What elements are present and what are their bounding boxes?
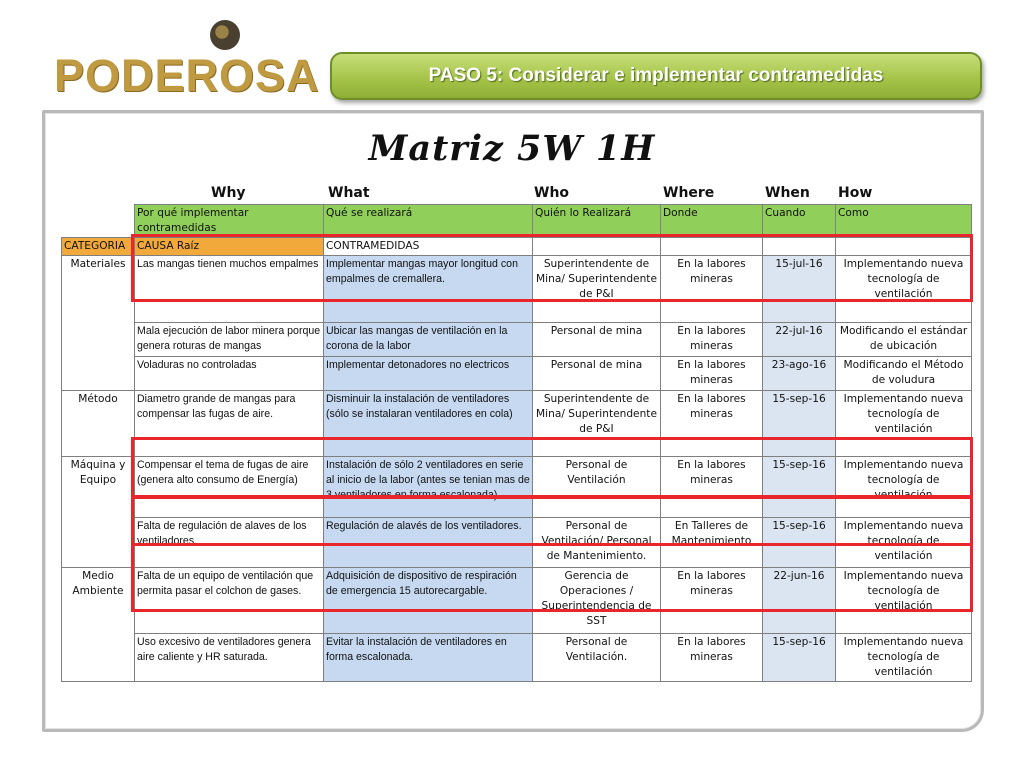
header-row [62, 205, 972, 238]
header-when: Cuando [763, 205, 836, 238]
header-who: Quién lo Realizará [533, 205, 661, 238]
step-banner [330, 52, 982, 100]
table-row [62, 634, 972, 682]
where-cell: En la labores mineras [661, 457, 763, 518]
heading-what: What [328, 185, 370, 201]
cause-cell: Voladuras no controladas [135, 357, 324, 391]
category-medio-ambiente: Medio Ambiente [62, 568, 135, 682]
cause-cell: Diametro grande de mangas para compensar las fugas de aire. [135, 391, 324, 457]
how-cell: Implementando nueva tecnología de ventilación [836, 256, 972, 323]
who-cell: Superintendente de Mina/ Superintendente de P&I [533, 256, 661, 323]
matrix-table [61, 204, 972, 682]
who-cell: Personal de Ventilación. [533, 634, 661, 682]
table-row [62, 357, 972, 391]
how-cell: Implementando nueva tecnología de ventilación [836, 518, 972, 568]
how-cell: Implementando nueva tecnología de ventilación [836, 391, 972, 457]
what-cell: Implementar detonadores no electricos [324, 357, 533, 391]
subheader-root-cause: CAUSA Raíz [135, 238, 324, 256]
who-cell: Superintendente de Mina/ Superintendente de P&I [533, 391, 661, 457]
table-row [62, 568, 972, 634]
who-cell: Personal de Ventilación/ Personal de Mantenimiento. [533, 518, 661, 568]
subheader-row [62, 238, 972, 256]
where-cell: En la labores mineras [661, 357, 763, 391]
where-cell: En la labores mineras [661, 323, 763, 357]
when-cell: 22-jun-16 [763, 568, 836, 634]
cause-cell: Falta de un equipo de ventilación que permita pasar el colchon de gases. [135, 568, 324, 634]
table-row [62, 518, 972, 568]
how-cell: Modificando el Método de voludura [836, 357, 972, 391]
table-row [62, 457, 972, 518]
heading-who: Who [534, 185, 570, 201]
how-cell: Implementando nueva tecnología de ventilación [836, 568, 972, 634]
header-what: Qué se realizará [324, 205, 533, 238]
subheader-countermeasures: CONTRAMEDIDAS [324, 238, 533, 256]
cause-cell: Compensar el tema de fugas de aire (genera alto consumo de Energía) [135, 457, 324, 518]
logo-circle-icon [210, 20, 240, 50]
where-cell: En la labores mineras [661, 256, 763, 323]
when-cell: 15-sep-16 [763, 391, 836, 457]
who-cell: Gerencia de Operaciones / Superintendencia de SST [533, 568, 661, 634]
what-cell: Evitar la instalación de ventiladores en forma escalonada. [324, 634, 533, 682]
heading-why: Why [211, 185, 246, 201]
header-how: Como [836, 205, 972, 238]
table-row [62, 256, 972, 323]
step-banner-title: PASO 5: Considerar e implementar contramedidas [428, 65, 884, 86]
who-cell: Personal de mina [533, 323, 661, 357]
where-cell: En la labores mineras [661, 634, 763, 682]
cause-cell: Las mangas tienen muchos empalmes [135, 256, 324, 323]
heading-how: How [838, 185, 873, 201]
table-row [62, 391, 972, 457]
when-cell: 23-ago-16 [763, 357, 836, 391]
what-cell: Regulación de alavés de los ventiladores. [324, 518, 533, 568]
category-materiales: Materiales [62, 256, 135, 391]
how-cell: Modificando el estándar de ubicación [836, 323, 972, 357]
logo-text: PODEROSA [54, 50, 320, 101]
heading-when: When [765, 185, 810, 201]
heading-where: Where [663, 185, 715, 201]
who-cell: Personal de mina [533, 357, 661, 391]
poderosa-logo [52, 20, 322, 100]
what-cell: Adquisición de dispositivo de respiración de emergencia 15 autorecargable. [324, 568, 533, 634]
how-cell: Implementando nueva tecnología de ventilación [836, 634, 972, 682]
when-cell: 15-sep-16 [763, 457, 836, 518]
what-cell: Ubicar las mangas de ventilación en la corona de la labor [324, 323, 533, 357]
what-cell: Instalación de sólo 2 ventiladores en serie al inicio de la labor (antes se tenian mas de 3 ventiladores en forma escalonada). [324, 457, 533, 518]
who-cell: Personal de Ventilación [533, 457, 661, 518]
what-cell: Implementar mangas mayor longitud con empalmes de cremallera. [324, 256, 533, 323]
category-maquina-equipo: Máquina y Equipo [62, 457, 135, 568]
header-where: Donde [661, 205, 763, 238]
when-cell: 15-jul-16 [763, 256, 836, 323]
when-cell: 15-sep-16 [763, 634, 836, 682]
when-cell: 15-sep-16 [763, 518, 836, 568]
what-cell: Disminuir la instalación de ventiladores (sólo se instalaran ventiladores en cola) [324, 391, 533, 457]
where-cell: En la labores mineras [661, 568, 763, 634]
when-cell: 22-jul-16 [763, 323, 836, 357]
table-row [62, 323, 972, 357]
subheader-category: CATEGORIA [62, 238, 135, 256]
where-cell: En Talleres de Mantenimiento [661, 518, 763, 568]
cause-cell: Uso excesivo de ventiladores genera aire caliente y HR saturada. [135, 634, 324, 682]
how-cell: Implementando nueva tecnología de ventilación [836, 457, 972, 518]
cause-cell: Mala ejecución de labor minera porque genera roturas de mangas [135, 323, 324, 357]
where-cell: En la labores mineras [661, 391, 763, 457]
header-why: Por qué implementar contramedidas [135, 205, 324, 238]
category-metodo: Método [62, 391, 135, 457]
page-title: Matriz 5W 1H [368, 128, 656, 169]
cause-cell: Falta de regulación de alaves de los ventiladores. [135, 518, 324, 568]
